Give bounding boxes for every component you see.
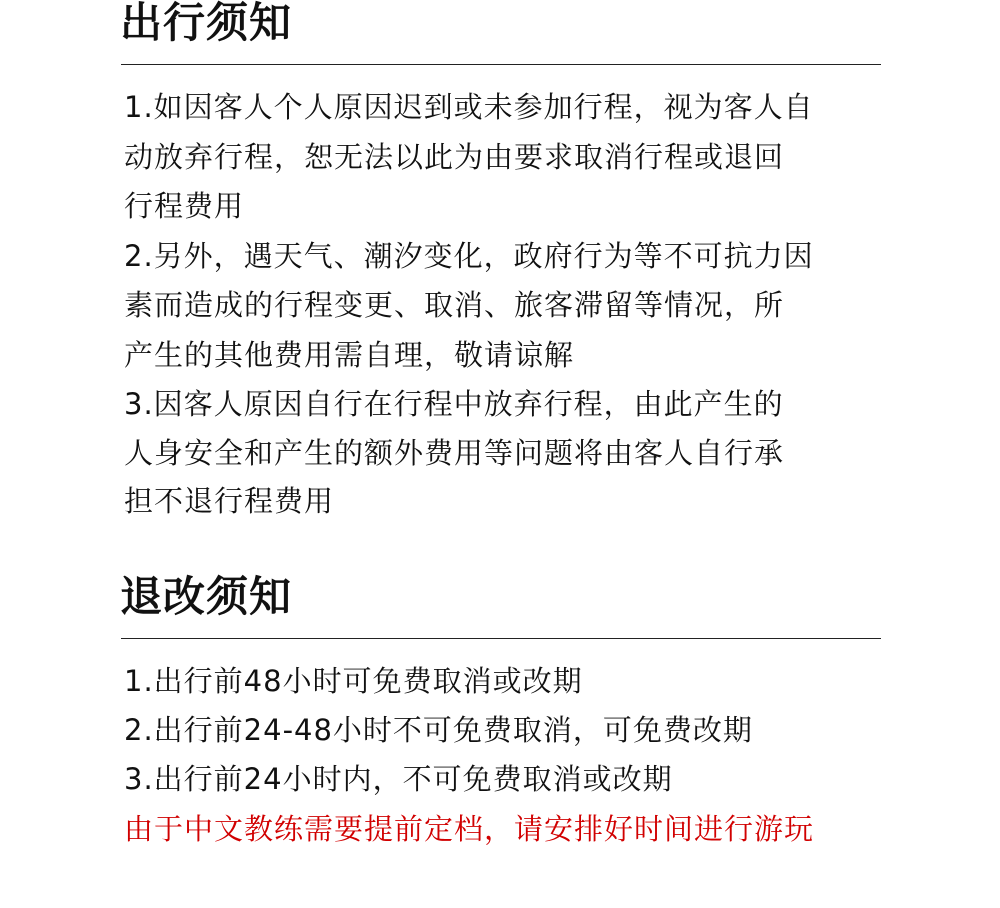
travel-notice-title: 出行须知 <box>120 0 293 47</box>
travel-notice-line: 人身安全和产生的额外费用等问题将由客人自行承 <box>124 436 785 470</box>
travel-notice-divider <box>121 64 881 65</box>
travel-notice-line: 行程费用 <box>124 189 245 223</box>
refund-notice-line: 1.出行前48小时可免费取消或改期 <box>124 664 583 698</box>
travel-notice-line: 2.另外，遇天气、潮汐变化，政府行为等不可抗力因 <box>124 239 814 273</box>
refund-highlight-notice: 由于中文教练需要提前定档，请安排好时间进行游玩 <box>124 812 815 846</box>
refund-notice-divider <box>121 638 881 639</box>
refund-notice-line: 2.出行前24-48小时不可免费取消，可免费改期 <box>124 713 753 747</box>
travel-notice-line: 3.因客人原因自行在行程中放弃行程，由此产生的 <box>124 387 784 421</box>
travel-notice-line: 产生的其他费用需自理，敬请谅解 <box>124 338 575 372</box>
refund-notice-line: 3.出行前24小时内，不可免费取消或改期 <box>124 762 673 796</box>
travel-notice-line: 素而造成的行程变更、取消、旅客滞留等情况，所 <box>124 288 785 322</box>
travel-notice-line: 动放弃行程，恕无法以此为由要求取消行程或退回 <box>124 140 785 174</box>
refund-notice-title: 退改须知 <box>120 572 293 621</box>
travel-notice-line: 担不退行程费用 <box>124 484 335 518</box>
travel-notice-line: 1.如因客人个人原因迟到或未参加行程，视为客人自 <box>124 90 814 124</box>
